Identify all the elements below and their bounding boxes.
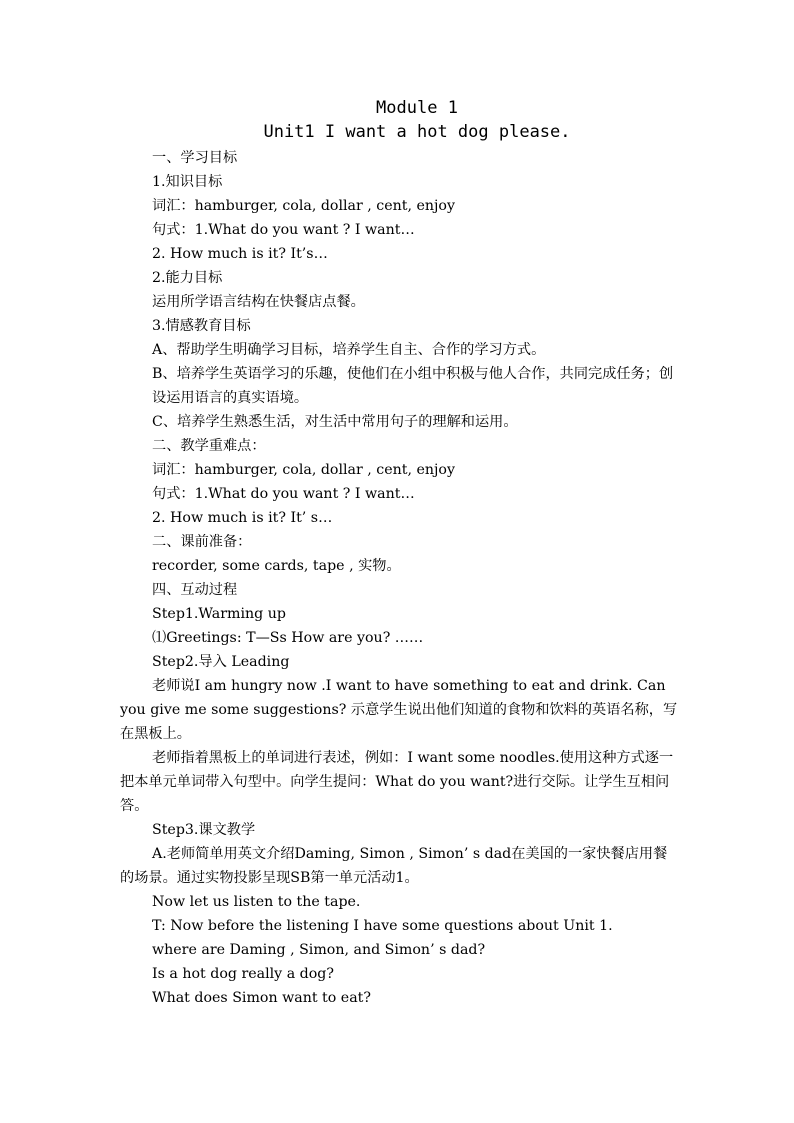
paragraph: T: Now before the listening I have some questions about Unit 1. bbox=[152, 918, 613, 934]
goal-item: C、培养学生熟悉生活，对生活中常用句子的理解和运用。 bbox=[152, 414, 518, 430]
step-heading: Step2.导入 Leading bbox=[152, 654, 290, 670]
paragraph: 运用所学语言结构在快餐店点餐。 bbox=[152, 294, 365, 310]
paragraph: recorder, some cards, tape , 实物。 bbox=[152, 558, 401, 574]
sentence-pattern-line: 句式：1.What do you want ? I want… bbox=[152, 486, 415, 502]
section-heading: 一、学习目标 bbox=[152, 150, 238, 166]
vocabulary-line: 词汇：hamburger, cola, dollar , cent, enjoy bbox=[152, 462, 455, 478]
step-heading: Step1.Warming up bbox=[152, 606, 286, 622]
section-heading: 二、教学重难点： bbox=[152, 438, 266, 454]
unit-title: Unit1 I want a hot dog please. bbox=[263, 122, 571, 142]
paragraph: ⑴Greetings: T—Ss How are you? …… bbox=[152, 630, 424, 646]
subsection-heading: 3.情感教育目标 bbox=[152, 318, 251, 334]
sentence-pattern-line: 句式：1.What do you want ? I want… bbox=[152, 222, 415, 238]
paragraph: 老师说I am hungry now .I want to have something to eat and drink. Can you give me some suggestions? 示意学生说出他们知道的食物和饮料的英语名称，写在黑板上。 bbox=[120, 678, 678, 742]
question-line: Is a hot dog really a dog? bbox=[152, 966, 334, 982]
goal-item: A、帮助学生明确学习目标，培养学生自主、合作的学习方式。 bbox=[152, 342, 546, 358]
paragraph: 老师指着黑板上的单词进行表述，例如：I want some noodles.使用这种方式逐一把本单元单词带入句型中。向学生提问：What do you want?进行交际。让学生互相问答。 bbox=[120, 750, 674, 814]
document-body bbox=[120, 146, 680, 1010]
goal-item: B、培养学生英语学习的乐趣，使他们在小组中积极与他人合作，共同完成任务；创设运用语言的真实语境。 bbox=[152, 366, 674, 406]
sentence-pattern-line: 2. How much is it? It’ s… bbox=[152, 510, 333, 526]
question-line: What does Simon want to eat? bbox=[152, 990, 371, 1006]
section-heading: 二、课前准备： bbox=[152, 534, 252, 550]
subsection-heading: 1.知识目标 bbox=[152, 174, 223, 190]
sentence-pattern-line: 2. How much is it? It’s… bbox=[152, 246, 328, 262]
subsection-heading: 2.能力目标 bbox=[152, 270, 223, 286]
step-heading: Step3.课文教学 bbox=[152, 822, 256, 838]
section-heading: 四、互动过程 bbox=[152, 582, 238, 598]
module-title: Module 1 bbox=[376, 98, 458, 118]
question-line: where are Daming , Simon, and Simon’ s dad? bbox=[152, 942, 486, 958]
paragraph: A.老师简单用英文介绍Daming, Simon , Simon’ s dad在美国的一家快餐店用餐的场景。通过实物投影呈现SB第一单元活动1。 bbox=[120, 846, 668, 886]
paragraph: Now let us listen to the tape. bbox=[152, 894, 361, 910]
vocabulary-line: 词汇：hamburger, cola, dollar , cent, enjoy bbox=[152, 198, 455, 214]
